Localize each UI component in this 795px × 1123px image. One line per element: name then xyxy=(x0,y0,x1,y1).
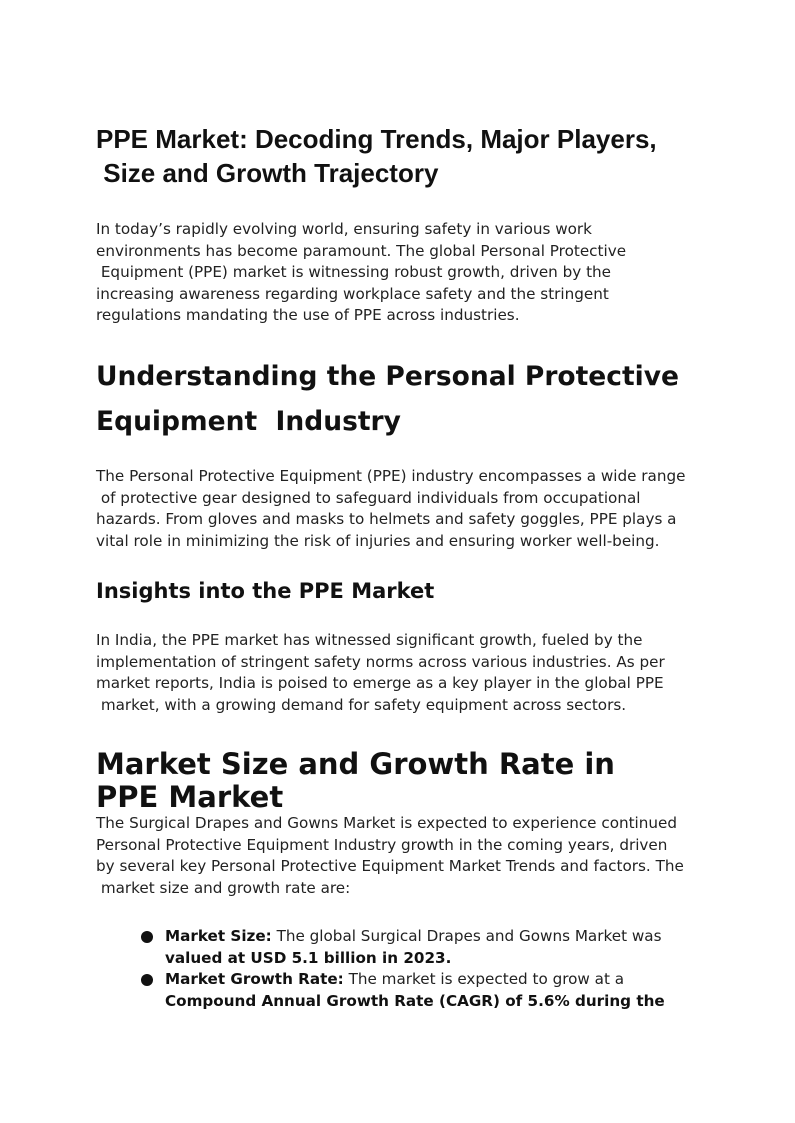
intro-paragraph xyxy=(96,219,716,327)
bullet-label: Market Growth Rate: xyxy=(165,970,344,988)
market-bullet-list xyxy=(140,926,700,1012)
bullet-label: Market Size: xyxy=(165,927,272,945)
title-line-1: PPE Market: Decoding Trends, Major Players, xyxy=(96,124,657,154)
list-item xyxy=(140,926,700,969)
bullet-text: The global Surgical Drapes and Gowns Market was xyxy=(271,927,662,945)
market-size-heading xyxy=(96,748,716,814)
market-size-line: The Surgical Drapes and Gowns Market is expected to experience continued xyxy=(96,814,678,832)
intro-line: Equipment (PPE) market is witnessing robust growth, driven by the xyxy=(96,263,612,281)
insights-line: market reports, India is poised to emerge as a key player in the global PPE xyxy=(96,674,664,692)
understanding-line: vital role in minimizing the risk of injuries and ensuring worker well-being. xyxy=(96,531,660,550)
bullet-bold-text: Compound Annual Growth Rate (CAGR) of 5.6% during the xyxy=(165,991,665,1010)
understanding-line: The Personal Protective Equipment (PPE) industry encompasses a wide range xyxy=(96,467,686,485)
bullet-line xyxy=(165,926,700,948)
market-size-line: Personal Protective Equipment Industry growth in the coming years, driven xyxy=(96,835,668,854)
insights-line: In India, the PPE market has witnessed significant growth, fueled by the xyxy=(96,631,643,649)
market-size-paragraph xyxy=(96,813,716,899)
document-title xyxy=(96,122,716,190)
understanding-heading-line-2: Equipment Industry xyxy=(96,406,401,437)
bullet-line xyxy=(165,991,700,1013)
understanding-paragraph xyxy=(96,466,716,552)
bullet-line xyxy=(165,948,700,970)
intro-line: In today’s rapidly evolving world, ensuring safety in various work xyxy=(96,220,592,238)
understanding-line: of protective gear designed to safeguard individuals from occupational xyxy=(96,488,641,507)
intro-line: environments has become paramount. The global Personal Protective xyxy=(96,241,627,260)
bullet-icon xyxy=(141,974,153,986)
understanding-line: hazards. From gloves and masks to helmets and safety goggles, PPE plays a xyxy=(96,510,677,528)
bullet-icon xyxy=(141,931,153,943)
title-line-2: Size and Growth Trajectory xyxy=(96,158,439,188)
insights-heading xyxy=(96,576,716,606)
market-size-heading-line-1: Market Size and Growth Rate in xyxy=(96,747,615,781)
bullet-text: The market is expected to grow at a xyxy=(343,970,625,988)
market-size-line: by several key Personal Protective Equipment Market Trends and factors. The xyxy=(96,857,684,875)
insights-line: implementation of stringent safety norms across various industries. As per xyxy=(96,652,665,671)
intro-line: regulations mandating the use of PPE across industries. xyxy=(96,306,520,324)
bullet-line xyxy=(165,969,700,991)
list-item xyxy=(140,969,700,1012)
insights-heading-text: Insights into the PPE Market xyxy=(96,579,435,603)
market-size-heading-line-2: PPE Market xyxy=(96,780,284,814)
understanding-heading-line-1: Understanding the Personal Protective xyxy=(96,361,679,392)
insights-line: market, with a growing demand for safety equipment across sectors. xyxy=(96,695,627,714)
insights-paragraph xyxy=(96,630,716,716)
intro-line: increasing awareness regarding workplace safety and the stringent xyxy=(96,284,609,303)
bullet-bold-text: valued at USD 5.1 billion in 2023. xyxy=(165,948,452,967)
understanding-heading xyxy=(96,354,716,444)
market-size-line: market size and growth rate are: xyxy=(96,878,351,897)
